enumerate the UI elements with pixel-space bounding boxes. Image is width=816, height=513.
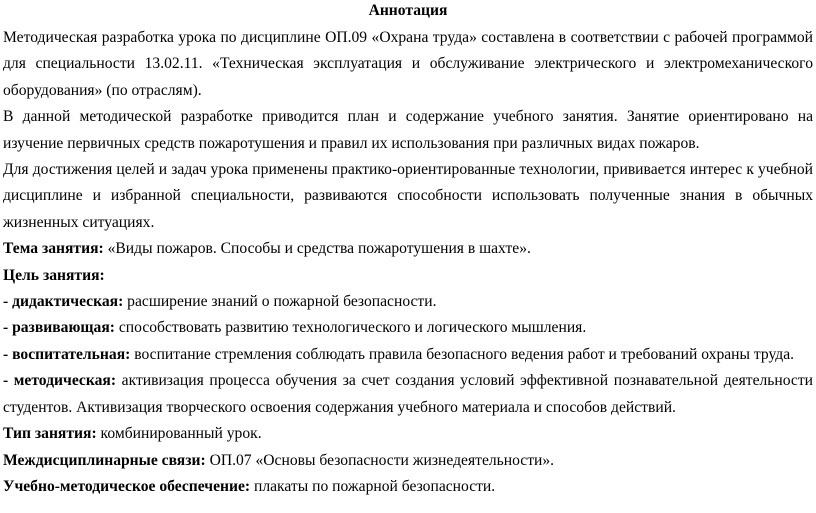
intro-paragraph-2: В данной методической разработке приводится план и содержание учебного занятия. Занятие ориентировано на изучение первичных средств пожаротушения и правил их использования при различных видах пожаров.	[3, 108, 813, 152]
lesson-type-line	[3, 421, 813, 447]
goal-item-label: - дидактическая:	[3, 293, 124, 311]
interdisciplinary-label: Междисциплинарные связи:	[3, 451, 206, 469]
goal-item-developing	[3, 315, 813, 341]
goal-item-label: - методическая:	[3, 372, 117, 390]
topic-value: «Виды пожаров. Способы и средства пожаротушения в шахте».	[103, 240, 531, 258]
lesson-type-value: комбинированный урок.	[96, 425, 262, 443]
intro-paragraph-1: Методическая разработка урока по дисциплине ОП.09 «Охрана труда» составлена в соответствии с рабочей программой для специальности 13.02.11. «Техническая эксплуатация и обслуживание электрического и электромеханического оборудования» (по отраслям).	[3, 29, 813, 99]
intro-paragraph-3: Для достижения целей и задач урока применены практико-ориентированные технологии, прививается интерес к учебной дисциплине и избранной специальности, развиваются способности использовать полученные знания в обычных жизненных ситуациях.	[3, 161, 813, 231]
goal-item-label: - развивающая:	[3, 319, 115, 337]
goal-label: Цель занятия:	[3, 266, 105, 284]
interdisciplinary-value: ОП.07 «Основы безопасности жизнедеятельности».	[205, 451, 555, 469]
goal-item-value: воспитание стремления соблюдать правила безопасного ведения работ и требований охраны труда.	[130, 345, 795, 363]
lesson-type-label: Тип занятия:	[3, 425, 97, 443]
goal-item-label: - воспитательная:	[3, 345, 131, 363]
support-value: плакаты по пожарной безопасности.	[250, 477, 496, 495]
topic-label: Тема занятия:	[3, 240, 104, 258]
goal-item-didactic	[3, 289, 813, 315]
goal-item-educational	[3, 342, 813, 368]
interdisciplinary-line	[3, 448, 813, 474]
topic-line	[3, 236, 813, 262]
support-line	[3, 474, 813, 500]
goal-item-value: активизация процесса обучения за счет создания условий эффективной познавательной деятельности студентов. Активизация творческого освоения содержания учебного материала и способов действий.	[3, 372, 813, 416]
support-label: Учебно-методическое обеспечение:	[3, 477, 251, 495]
goal-item-value: расширение знаний о пожарной безопасности.	[123, 293, 437, 311]
goal-item-value: способствовать развитию технологического и логического мышления.	[114, 319, 587, 337]
goal-item-methodical	[3, 368, 813, 421]
document-title: Аннотация	[368, 2, 448, 19]
goal-heading	[3, 263, 813, 289]
